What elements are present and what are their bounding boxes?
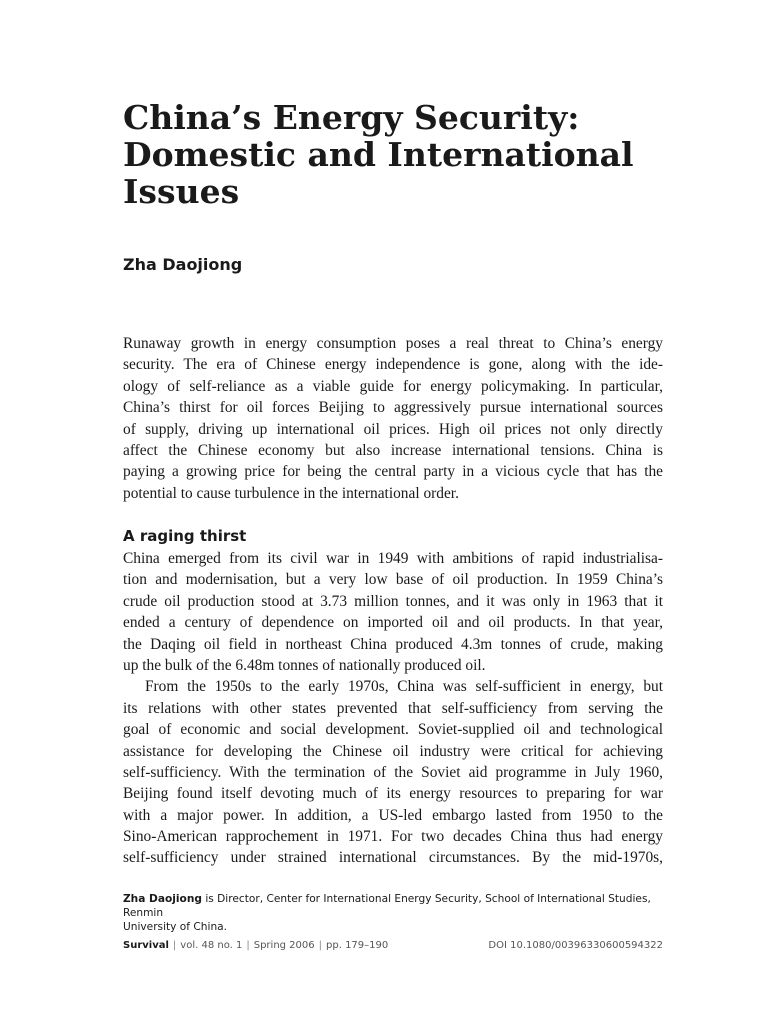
- article-title-line: Issues: [123, 172, 240, 211]
- abstract-line: paying a growing price for being the central party in a vicious cycle that has the: [123, 463, 663, 481]
- section-heading: A raging thirst: [123, 527, 247, 545]
- footnote-affiliation: is Director, Center for International Energy Security, School of International Studies, Renmin: [123, 893, 651, 919]
- paragraph-line: the Daqing oil field in northeast China produced 4.3m tonnes of crude, making: [123, 635, 663, 653]
- journal-page: [123, 0, 663, 1024]
- footnote-affiliation-cont: University of China.: [123, 921, 228, 933]
- article-title-line: China’s Energy Security:: [123, 98, 580, 137]
- footer-separator: |: [318, 940, 323, 951]
- paragraph-line: self-sufficiency under strained international circumstances. By the mid-1970s,: [123, 849, 663, 867]
- paragraph-line: its relations with other states prevented that self-sufficiency from serving the: [123, 699, 663, 717]
- abstract-line: China’s thirst for oil forces Beijing to aggressively pursue international sources: [123, 399, 663, 417]
- footer-separator: |: [172, 940, 177, 951]
- author-footnote: [123, 892, 663, 934]
- article-title-line: Domestic and International: [123, 135, 634, 174]
- paragraph-line: Sino-American rapprochement in 1971. For two decades China thus had energy: [123, 828, 663, 846]
- abstract-line: affect the Chinese economy but also increase international tensions. China is: [123, 441, 663, 459]
- section-body: [123, 548, 663, 869]
- page-footer: [123, 940, 663, 951]
- journal-volume: vol. 48 no. 1: [180, 940, 243, 951]
- abstract-line: ology of self-reliance as a viable guide for energy policymaking. In particular,: [123, 377, 663, 395]
- paragraph-line: China emerged from its civil war in 1949 with ambitions of rapid industrialisa-: [123, 550, 663, 567]
- paragraph-1: [123, 548, 663, 676]
- paragraph-line: Beijing found itself devoting much of its energy resources to preparing for war: [123, 785, 663, 803]
- journal-pages: pp. 179–190: [326, 940, 389, 951]
- article-author: Zha Daojiong: [123, 255, 243, 274]
- citation: [123, 940, 388, 951]
- doi: DOI 10.1080/00396330600594322: [488, 940, 663, 951]
- abstract-line: Runaway growth in energy consumption poses a real threat to China’s energy: [123, 335, 663, 352]
- paragraph-line: crude oil production stood at 3.73 million tonnes, and it was only in 1963 that it: [123, 592, 663, 610]
- article-title: [123, 99, 663, 210]
- article-abstract: [123, 333, 663, 504]
- paragraph-line: From the 1950s to the early 1970s, China was self-sufficient in energy, but: [145, 678, 663, 696]
- footer-separator: |: [246, 940, 250, 951]
- footnote-author-name: Zha Daojiong: [123, 893, 202, 905]
- abstract-line: potential to cause turbulence in the international order.: [123, 484, 459, 502]
- paragraph-line: assistance for developing the Chinese oil industry were critical for achieving: [123, 742, 663, 760]
- abstract-line: of supply, driving up international oil prices. High oil prices not only directly: [123, 420, 663, 438]
- paragraph-line: goal of economic and social development. Soviet-supplied oil and technological: [123, 721, 663, 739]
- paragraph-line: self-sufficiency. With the termination of the Soviet aid programme in July 1960,: [123, 763, 663, 781]
- paragraph-line: up the bulk of the 6.48m tonnes of nationally produced oil.: [123, 656, 486, 674]
- journal-name: Survival: [123, 940, 169, 951]
- paragraph-line: with a major power. In addition, a US-led embargo lasted from 1950 to the: [123, 806, 663, 824]
- paragraph-2: [123, 676, 663, 869]
- abstract-line: security. The era of Chinese energy independence is gone, along with the ide-: [123, 356, 663, 374]
- paragraph-line: tion and modernisation, but a very low base of oil production. In 1959 China’s: [123, 571, 663, 589]
- paragraph-line: ended a century of dependence on imported oil and oil products. In that year,: [123, 614, 663, 632]
- journal-season: Spring 2006: [253, 940, 315, 951]
